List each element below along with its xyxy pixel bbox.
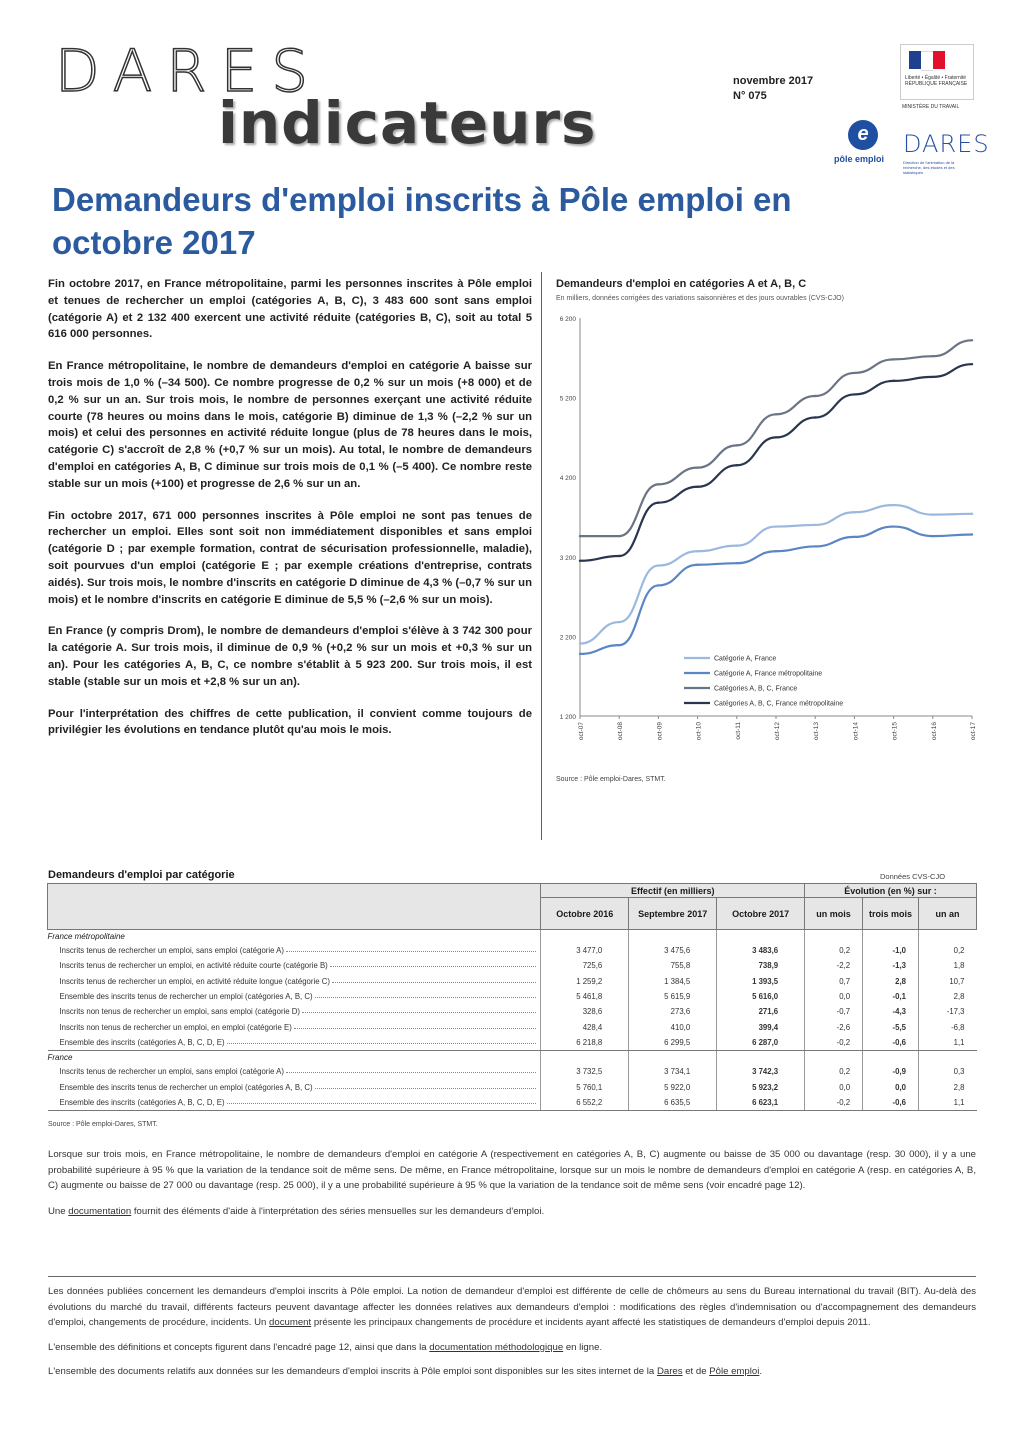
x-tick-label: oct-12 [774, 722, 781, 741]
row-label-text: Ensemble des inscrits tenus de rechercher un emploi (catégories A, B, C) [59, 1082, 313, 1092]
data-point [618, 621, 620, 623]
dot-leader [330, 966, 537, 967]
table-row [48, 943, 977, 958]
data-point [657, 584, 659, 586]
cell-y1: 2,8 [918, 989, 976, 1004]
data-point [814, 395, 816, 397]
cell-m3: 2,8 [863, 974, 919, 989]
legend-label: Catégories A, B, C, France métropolitaine [714, 700, 844, 708]
table-row [48, 1079, 977, 1094]
row-label [48, 1095, 541, 1111]
republique-francaise-logo [900, 44, 974, 100]
data-point [696, 486, 698, 488]
sites-paragraph [48, 1364, 976, 1380]
text-span: et de [682, 1366, 710, 1378]
section-metro: France métropolitaine [47, 932, 125, 941]
summary-paragraph: En France (y compris Drom), le nombre de demandeurs d'emploi s'élève à 3 742 300 pour la catégorie A. Sur trois mois, il diminue de 0,9 % (+0,2 % sur un mois et +0,3 % sur un an). Pour les catégories A, B, C, ce nombre s'établit à 5 923 200. Sur trois mois, il est stable (stable sur un mois et +2,8 % sur un an). [48, 625, 532, 688]
rf-caption: Liberté • Égalité • Fraternité RÉPUBLIQUE FRANÇAISE [905, 75, 968, 87]
chart-title: Demandeurs d'emploi en catégories A et A, B, C [556, 278, 807, 290]
cell-sep17: 273,6 [629, 1004, 717, 1019]
cell-m3: -1,3 [863, 958, 919, 973]
data-point [814, 545, 816, 547]
cell-oct17: 738,9 [717, 958, 805, 973]
pole-emploi-logo-text: pôle emploi [834, 154, 885, 164]
data-point [775, 550, 777, 552]
data-point [892, 358, 894, 360]
y-tick-label: 3 200 [559, 554, 576, 562]
dot-leader [286, 951, 536, 952]
y-tick-label: 5 200 [559, 395, 576, 403]
cell-oct17: 6 623,1 [717, 1095, 805, 1111]
cell-m3: -0,6 [863, 1095, 919, 1111]
cell-oct16: 5 760,1 [541, 1079, 629, 1094]
data-point [657, 483, 659, 485]
col-sep17: Septembre 2017 [629, 898, 717, 930]
cell-oct16: 6 552,2 [541, 1095, 629, 1111]
cell-y1: 1,8 [918, 958, 976, 973]
chart-subtitle: En milliers, données corrigées des variations saisonnières et des jours ouvrables (CVS-CJO) [556, 295, 844, 302]
cell-m3: -4,3 [863, 1004, 919, 1019]
data-point [579, 642, 581, 644]
rows-france [48, 1064, 977, 1110]
flag-red-band [933, 51, 945, 69]
cell-m1: 0,7 [805, 974, 863, 989]
page-title: Demandeurs d'emploi inscrits à Pôle emploi en octobre 2017 [52, 181, 792, 261]
y-tick-label: 2 200 [559, 634, 576, 642]
series-line [580, 527, 972, 654]
table-row [48, 958, 977, 973]
row-label [48, 943, 541, 958]
document-link[interactable]: document [269, 1317, 312, 1329]
legend-label: Catégories A, B, C, France [714, 685, 798, 693]
section-divider [48, 1276, 976, 1277]
cell-oct16: 428,4 [541, 1019, 629, 1034]
row-label-text: Inscrits tenus de rechercher un emploi, en activité réduite longue (catégorie C) [59, 976, 330, 986]
cell-oct17: 271,6 [717, 1004, 805, 1019]
interpretation-text [48, 1147, 976, 1229]
cell-y1: -17,3 [918, 1004, 976, 1019]
cell-oct17: 3 483,6 [717, 943, 805, 958]
cell-y1: 0,3 [918, 1064, 976, 1079]
data-point [775, 525, 777, 527]
cell-y1: 1,1 [918, 1035, 976, 1051]
data-point [932, 513, 934, 515]
data-point [579, 560, 581, 562]
dot-leader [227, 1103, 537, 1104]
col-oct16: Octobre 2016 [541, 898, 629, 930]
dares-link[interactable]: Dares [656, 1366, 683, 1378]
col-three-months: trois mois [863, 898, 919, 930]
data-point [853, 536, 855, 538]
cell-oct17: 5 616,0 [717, 989, 805, 1004]
cell-m3: -0,1 [863, 989, 919, 1004]
data-point [932, 376, 934, 378]
y-tick-label: 6 200 [559, 316, 576, 323]
text-span: L'ensemble des définitions et concepts figurent dans l'encadré page 12, ainsi que dans la [48, 1341, 430, 1353]
summary-paragraph: En France métropolitaine, le nombre de demandeurs d'emploi en catégorie A baisse sur trois mois de 1,0 % (–34 500). Ce nombre progresse de 0,2 % sur un mois (+8 000) et de 0,2 % sur un an. Sur trois mois, le nombre de personnes exerçant une activité réduite courte (78 heures ou moins dans le mois, catégorie B) diminue de 1,3 % (–2,2 % sur un mois) et celui des personnes en activité réduite longue (plus de 78 heures dans le mois, catégorie C) s'accroît de 2,8 % (+0,7 % sur un mois). Au total, le nombre de demandeurs d'emploi en catégories A, B, C diminue sur trois mois de 0,1 % (–5 400). Ce nombre reste stable sur un mois (+100) et progresse de 2,6 % sur un an. [48, 360, 532, 490]
summary-column [48, 276, 532, 754]
col-oct17: Octobre 2017 [717, 898, 805, 930]
cell-oct16: 328,6 [541, 1004, 629, 1019]
row-label-text: Inscrits tenus de rechercher un emploi, sans emploi (catégorie A) [59, 1067, 284, 1077]
text-span: présente les principaux changements de procédure et incidents ayant affecté les statistiques de demandeurs d'emploi depuis 2011. [311, 1317, 871, 1329]
cell-oct16: 1 259,2 [541, 974, 629, 989]
data-point [736, 544, 738, 546]
dot-leader [294, 1028, 537, 1029]
x-tick-label: oct-08 [617, 722, 625, 741]
pole-emploi-link[interactable]: Pôle emploi [709, 1366, 760, 1378]
chart-source: Source : Pôle emploi-Dares, STMT. [556, 776, 666, 783]
row-label-text: Ensemble des inscrits (catégories A, B, C, D, E) [59, 1097, 225, 1107]
cell-sep17: 410,0 [629, 1019, 717, 1034]
data-point [892, 380, 894, 382]
row-label-text: Inscrits non tenus de rechercher un emploi, sans emploi (catégorie D) [59, 1007, 301, 1017]
rows-metro [48, 943, 977, 1051]
data-point [971, 363, 973, 365]
data-point [814, 524, 816, 526]
cell-sep17: 6 299,5 [629, 1035, 717, 1051]
row-label-text: Ensemble des inscrits tenus de rechercher un emploi (catégories A, B, C) [59, 992, 313, 1002]
row-label [48, 1019, 541, 1034]
data-point [657, 564, 659, 566]
row-label-text: Inscrits tenus de rechercher un emploi, sans emploi (catégorie A) [59, 946, 284, 956]
indicateurs-wordmark: indicateurs [218, 89, 597, 157]
dot-leader [315, 997, 537, 998]
cell-oct17: 5 923,2 [717, 1079, 805, 1094]
col-one-year: un an [918, 898, 976, 930]
group-effectif: Effectif (en milliers) [541, 884, 805, 898]
x-tick-label: oct-09 [656, 722, 664, 741]
summary-paragraph: Pour l'interprétation des chiffres de cette publication, il convient comme toujours de privilégier les évolutions en tendance plutôt qu'au mois le mois. [48, 707, 532, 737]
cell-y1: -6,8 [918, 1019, 976, 1034]
cell-sep17: 3 734,1 [629, 1064, 717, 1079]
table-row [48, 1004, 977, 1019]
table-title: Demandeurs d'emploi par catégorie [48, 869, 235, 881]
row-label [48, 1064, 541, 1079]
methodology-paragraph [48, 1284, 976, 1331]
cell-m3: 0,0 [863, 1079, 919, 1094]
x-tick-label: oct-17 [970, 722, 977, 741]
table-row [48, 1095, 977, 1111]
row-label [48, 1079, 541, 1094]
data-point [971, 533, 973, 535]
data-point [971, 339, 973, 341]
cell-sep17: 6 635,5 [629, 1095, 717, 1111]
data-point [853, 372, 855, 374]
table-row [48, 1064, 977, 1079]
row-label [48, 1035, 541, 1051]
pole-emploi-logo-icon: e [848, 120, 878, 150]
data-point [579, 653, 581, 655]
data-point [696, 550, 698, 552]
cell-oct17: 6 287,0 [717, 1035, 805, 1051]
x-tick-label: oct-11 [734, 722, 742, 740]
x-tick-label: oct-15 [891, 722, 899, 741]
section-france: France [47, 1053, 73, 1063]
row-label [48, 989, 541, 1004]
data-point [775, 413, 777, 415]
cell-m1: 0,0 [805, 989, 863, 1004]
cell-sep17: 5 615,9 [629, 989, 717, 1004]
cell-m1: 0,0 [805, 1079, 863, 1094]
cell-m1: -0,2 [805, 1095, 863, 1111]
data-point [853, 393, 855, 395]
cell-m1: -0,7 [805, 1004, 863, 1019]
ministry-caption: MINISTÈRE DU TRAVAIL [902, 104, 960, 110]
text-span: en ligne. [563, 1341, 603, 1353]
line-chart [544, 306, 984, 776]
dares-logo-caption: Direction de l'animation de la recherche, des études et des statistiques [903, 160, 955, 175]
cell-m1: -2,2 [805, 958, 863, 973]
cell-m3: -5,5 [863, 1019, 919, 1034]
x-tick-label: oct-07 [578, 722, 585, 741]
x-tick-label: oct-16 [930, 722, 938, 741]
y-tick-label: 1 200 [559, 714, 576, 721]
dot-leader [227, 1043, 537, 1044]
cell-m1: -0,2 [805, 1035, 863, 1051]
data-point [892, 525, 894, 527]
data-point [696, 466, 698, 468]
dot-leader [315, 1088, 537, 1089]
table-row [48, 989, 977, 1004]
data-point [618, 644, 620, 646]
cell-oct17: 399,4 [717, 1019, 805, 1034]
cell-y1: 0,2 [918, 943, 976, 958]
dot-leader [286, 1072, 536, 1073]
cell-oct16: 5 461,8 [541, 989, 629, 1004]
cell-m3: -0,6 [863, 1035, 919, 1051]
row-label [48, 958, 541, 973]
cell-m1: 0,2 [805, 1064, 863, 1079]
definitions-paragraph [48, 1340, 976, 1356]
cell-sep17: 1 384,5 [629, 974, 717, 989]
methodology-text [48, 1284, 976, 1389]
x-tick-label: oct-14 [852, 722, 860, 741]
cell-y1: 10,7 [918, 974, 976, 989]
legend-label: Catégorie A, France métropolitaine [714, 670, 823, 678]
data-point [618, 535, 620, 537]
data-point [892, 504, 894, 506]
y-tick-label: 4 200 [559, 475, 576, 483]
cell-oct17: 1 393,5 [717, 974, 805, 989]
flag-blue-band [909, 51, 921, 69]
cell-y1: 1,1 [918, 1095, 976, 1111]
summary-paragraph: Fin octobre 2017, en France métropolitaine, parmi les personnes inscrites à Pôle emploi et tenues de rechercher un emploi (catégories A, B, C), 3 483 600 sont sans emploi (catégorie A) et 2 132 400 exercent une activité réduite (catégories B, C), soit au total 5 616 000 personnes. [48, 278, 532, 341]
cell-oct17: 3 742,3 [717, 1064, 805, 1079]
text-span: . [759, 1366, 763, 1378]
data-point [736, 464, 738, 466]
cell-sep17: 5 922,0 [629, 1079, 717, 1094]
row-label [48, 974, 541, 989]
group-evolution: Évolution (en %) sur : [805, 884, 977, 898]
data-point [657, 501, 659, 503]
data-point [775, 436, 777, 438]
data-point [736, 444, 738, 446]
cell-m1: 0,2 [805, 943, 863, 958]
cell-oct16: 6 218,8 [541, 1035, 629, 1051]
table-source: Source : Pôle emploi-Dares, STMT. [48, 1121, 158, 1128]
data-point [853, 511, 855, 513]
data-point [814, 416, 816, 418]
documentation-link[interactable]: documentation [68, 1205, 132, 1217]
dares-logo: DARES [903, 130, 990, 158]
table-row [48, 974, 977, 989]
table-row [48, 1019, 977, 1034]
col-one-month: un mois [805, 898, 863, 930]
cell-m1: -2,6 [805, 1019, 863, 1034]
cell-oct16: 725,6 [541, 958, 629, 973]
issue-info [733, 74, 813, 104]
issue-number: N° 075 [733, 90, 767, 102]
documentation-paragraph [48, 1204, 976, 1220]
dot-leader [302, 1012, 536, 1013]
data-point [971, 513, 973, 515]
issue-date: novembre 2017 [733, 75, 814, 87]
category-table [47, 883, 977, 1111]
text-span: fournit des éléments d'aide à l'interprétation des séries mensuelles sur les demandeurs d'emploi. [131, 1205, 545, 1217]
table-row [48, 1035, 977, 1051]
methodology-doc-link[interactable]: documentation méthodologique [429, 1341, 564, 1353]
row-label-text: Ensemble des inscrits (catégories A, B, C, D, E) [59, 1037, 225, 1047]
row-label [48, 1004, 541, 1019]
interpretation-paragraph: Lorsque sur trois mois, en France métropolitaine, le nombre de demandeurs d'emploi en catégorie A (respectivement en catégories A, B, C) augmente ou baisse de 35 000 ou davantage (resp. 30 000), il y a une probabilité supérieure à 95 % que la variation de la tendance soit de même sens. De même, en France métropolitaine, lorsque sur un mois le nombre de demandeurs d'emploi en catégorie A (resp. en catégories A, B, C) augmente ou baisse de 27 000 ou davantage (resp. 25 000), il y a une probabilité supérieure à 95 % que la variation de la tendance soit de même sens (voir encadré page 12). [48, 1149, 976, 1192]
row-label-text: Inscrits tenus de rechercher un emploi, en activité réduite courte (catégorie B) [59, 961, 328, 971]
cell-y1: 2,8 [918, 1079, 976, 1094]
data-point [579, 535, 581, 537]
data-point [932, 535, 934, 537]
summary-paragraph: Fin octobre 2017, 671 000 personnes inscrites à Pôle emploi ne sont pas tenues de rechercher un emploi. Elles sont soit non immédiatement disponibles et sans emploi (catégorie D ; par exemple formation, contrat de sécurisation professionnelle, maladie), soit pourvues d'un emploi (catégorie E ; par exemple créations d'entreprise, contrats aidés). Sur trois mois, le nombre d'inscrits en catégorie D diminue de 4,3 % (–0,7 % sur un mois) et le nombre d'inscrits en catégorie E diminue de 5,5 % (–2,6 % sur un mois). [48, 509, 532, 606]
data-point [696, 564, 698, 566]
text-span: Une [48, 1205, 69, 1217]
cell-m3: -1,0 [863, 943, 919, 958]
x-tick-label: oct-13 [813, 722, 821, 741]
x-tick-label: oct-10 [695, 722, 703, 741]
text-span: L'ensemble des documents relatifs aux données sur les demandeurs d'emploi inscrits à Pôle emploi sont disponibles sur les sites internet de la [48, 1366, 657, 1378]
cell-sep17: 3 475,6 [629, 943, 717, 958]
cell-oct16: 3 477,0 [541, 943, 629, 958]
column-divider [541, 272, 542, 840]
cell-oct16: 3 732,5 [541, 1064, 629, 1079]
data-point [618, 555, 620, 557]
cell-sep17: 755,8 [629, 958, 717, 973]
header-blank [48, 884, 541, 930]
cell-m3: -0,9 [863, 1064, 919, 1079]
row-label-text: Inscrits non tenus de rechercher un emploi, en emploi (catégorie E) [59, 1022, 292, 1032]
legend-label: Catégorie A, France [714, 655, 777, 663]
dot-leader [332, 982, 536, 983]
table-note: Données CVS-CJO [880, 872, 946, 881]
data-point [736, 562, 738, 564]
text-span: Les données publiées concernent les demandeurs d'emploi inscrits à Pôle emploi. La notion de demandeur d'emploi est différente de celle de chômeurs au sens du Bureau international du travail (BIT). Au-delà des évolutions du marché du travail, différents facteurs peuvent davantage affecter les données relatives aux demandeurs d'emploi : modifications des règles d'indemnisation ou d'accompagnement des demandeurs d'emploi, changements de procédure, incidents. Un [48, 1286, 976, 1329]
data-point [932, 355, 934, 357]
dares-wordmark: DARES [55, 37, 323, 105]
flag-white-band [921, 51, 933, 71]
